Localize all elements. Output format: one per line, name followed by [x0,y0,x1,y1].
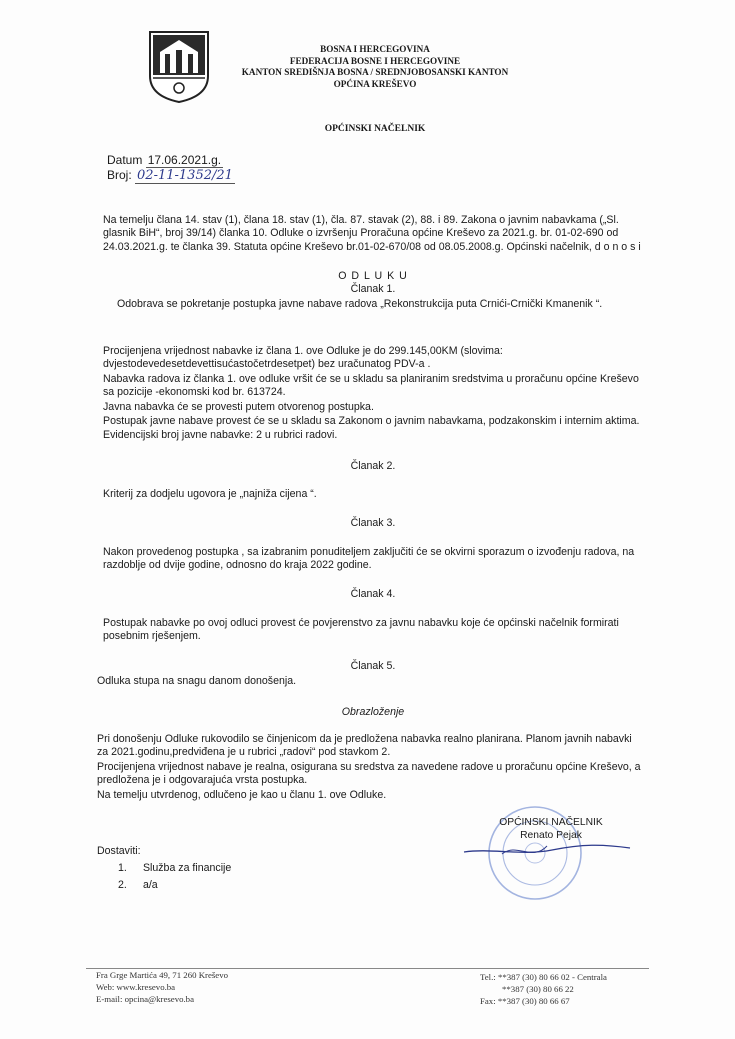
rationale-paragraph-1: Pri donošenju Odluke rukovodilo se činjenicom da je predložena nabavka realno planirana. Planom javnih nabavki za 2021.godinu,predviđena je u rubrici „radovi“ pod stavkom 2. [97,733,632,759]
preamble: Na temelju članа 14. stav (1), člana 18. stav (1), čla. 87. stavak (2), 88. i 89. Zakona o javnim nabavkama („Sl. glasnik BiH“, broj 39/14) članka 10. Odluke o izvršenju Proračuna općine Kreševo za 2021.g. br. 01-02-690 od 24.03.2021.g. te članka 39. Statuta općine Kreševo br.01-02-670/08 od 08.05.2008.g. Općinski načelnik, d o n o s i [103,214,641,253]
footer-contact-left [96,969,228,1005]
rationale-title: Obrazloženje [341,706,405,718]
office-title: OPĆINSKI NAČELNIK [324,124,426,134]
distribution-label: Dostaviti: [97,845,141,857]
article-2-text: Kriterij za dodjelu ugovora je „najniža cijena “. [103,488,317,500]
article-1-text: Odobrava se pokretanje postupka javne nabave radova „Rekonstrukcija puta Crnići-Crnički Kmanenik “. [117,298,603,310]
article-4-title: Članak 4. [350,588,396,600]
datum-value: 17.06.2021.g. [147,153,222,167]
footer-tel-label: Tel.: [480,972,496,982]
footer-tel-1: **387 (30) 80 66 02 - Centrala [497,972,607,982]
document-meta [107,153,235,183]
article-1-title: Članak 1. [350,283,396,295]
article-2-title: Članak 2. [350,460,396,472]
footer-address: Fra Grge Martića 49, 71 260 Kreševo [96,970,229,980]
article-5-title: Članak 5. [350,660,396,672]
footer-email: E-mail: opcina@kresevo.ba [96,994,194,1004]
footer-fax: **387 (30) 80 66 67 [497,996,570,1006]
article-5-text: Odluka stupa na snagu danom donošenja. [97,675,297,687]
article-3-title: Članak 3. [350,517,396,529]
rationale-paragraph-3: Na temelju utvrdenog, odlučeno je kao u članu 1. ove Odluke. [97,789,387,801]
list-item: 2. a/a [118,879,158,891]
article-1-law: Postupak javne nabave provest će se u skladu sa Zakonom o javnim nabavkama, podzakonskim i internim aktima. [103,415,640,427]
footer-web: Web: www.kresevo.ba [96,982,176,992]
article-1-budget: Nabavka radova iz članka 1. ove odluke vršit će se u skladu sa planiranim sredstvima u proračunu općine Kreševo sa pozicije -ekonomski kod br. 613724. [103,373,639,399]
letterhead-country: BOSNA I HERCEGOVINA [320,44,430,54]
decision-title: O D L U K U [338,270,408,282]
municipality-crest-icon [148,30,210,104]
footer-contact-right [480,971,607,1007]
letterhead [205,44,545,90]
signature-name: Renato Pejak [520,829,582,841]
footer-tel-2: **387 (30) 80 66 22 [502,984,574,994]
signature-block [496,817,606,842]
footer-fax-label: Fax: [480,996,496,1006]
article-1-value: Procijenjena vrijednost nabavke iz člana 1. ove Odluke je do 299.145,00KM (slovima: dvjestodevedesetdevettisućastočetrdesetpet) bez uračunatog PDV-a . [103,345,503,371]
article-3-text: Nakon provedenog postupka , sa izabranim ponuditeljem zaključiti će se okvirni sporazum o izvođenju radova, na razdoblje od dvije godine, odnosno do kraja 2022 godine. [103,546,635,572]
broj-value: 02-11-1352/21 [137,168,233,183]
distribution-list [118,860,231,894]
broj-label: Broj: [107,168,132,182]
signature-title: OPĆINSKI NAČELNIK [499,817,603,828]
letterhead-municipality: OPĆINA KREŠEVO [333,78,417,89]
datum-label: Datum [107,153,143,167]
letterhead-federation: FEDERACIJA BOSNE I HERCEGOVINE [289,55,461,66]
rationale-paragraph-2: Procijenjena vrijednost nabave je realna, osigurana su sredstva za navedene radove u proračunu općine Kreševo, a predložena je i odgovarajuća vrsta postupka. [97,761,641,787]
list-item: 1. Služba za financije [118,862,232,874]
article-1-evidence: Evidencijski broj javne nabavke: 2 u rubrici radovi. [103,429,338,441]
article-4-text: Postupak nabavke po ovoj odluci provest će povjerenstvo za javnu nabavku koje će općinski načelnik formirati posebnim rješenjem. [103,617,619,643]
letterhead-canton: KANTON SREDIŠNJA BOSNA / SREDNJOBOSANSKI KANTON [241,67,509,78]
article-1-procedure: Javna nabavka će se provesti putem otvorenog postupka. [103,401,374,413]
